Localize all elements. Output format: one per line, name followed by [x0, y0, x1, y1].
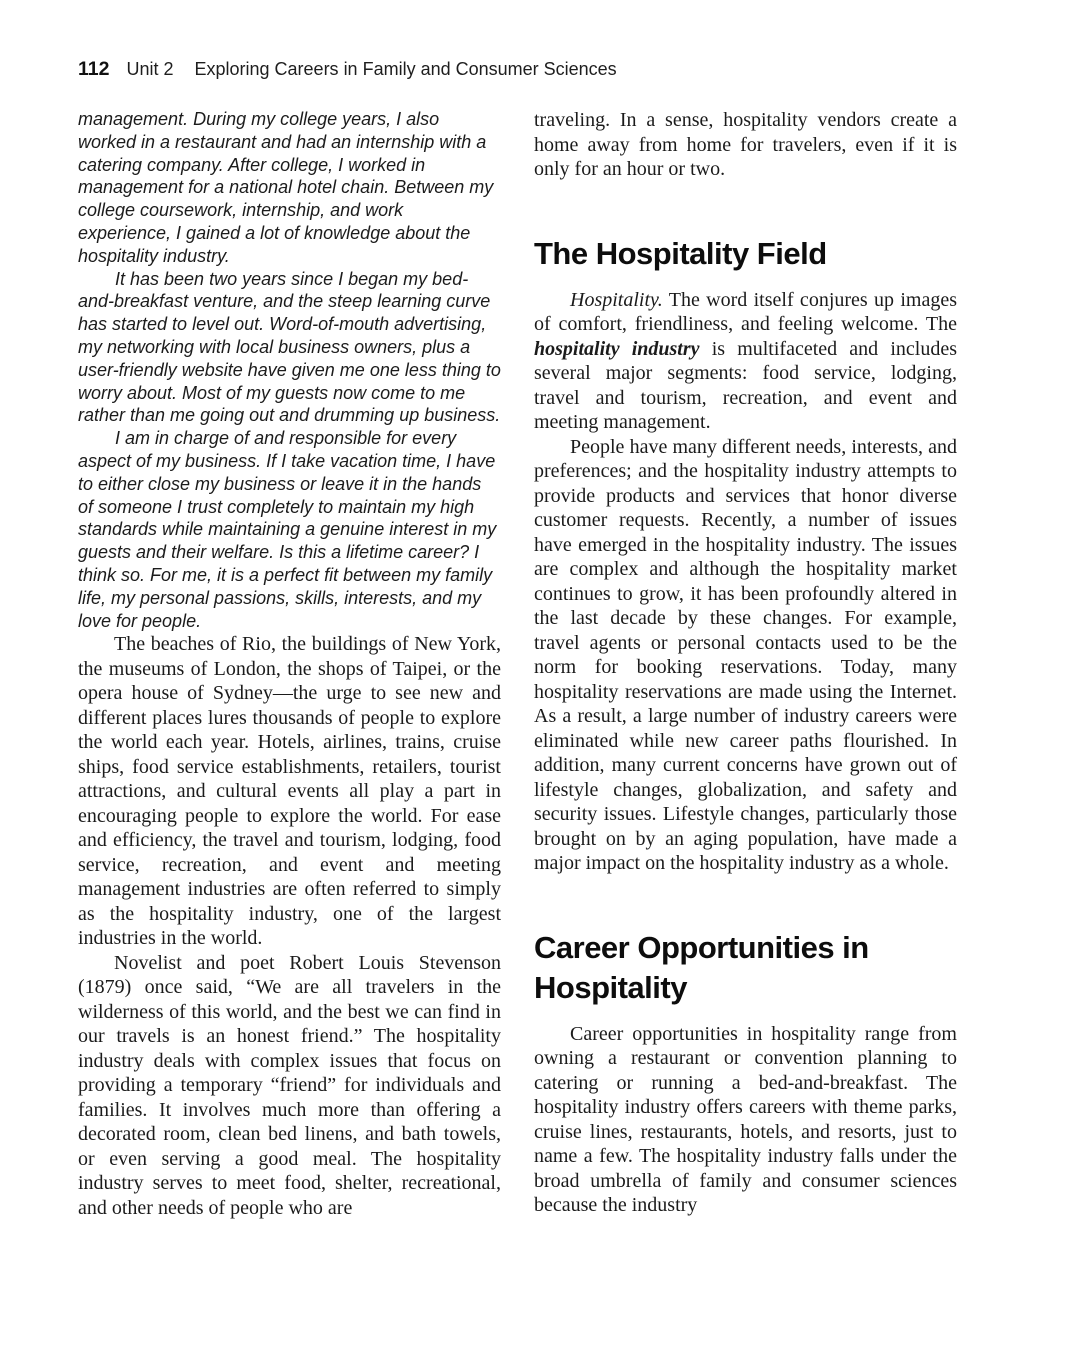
- lead-word: Hospitality.: [570, 288, 663, 311]
- unit-label: Unit 2: [126, 59, 174, 79]
- two-column-layout: [78, 108, 958, 1220]
- story-paragraph: management. During my college years, I also worked in a restaurant and had an internship with a catering company. After college, I worked in management for a national hotel chain. Between my college coursework, internship, and work experience, I gained a lot of knowledge about the hospitality industry.: [78, 109, 494, 266]
- left-column: [78, 108, 501, 1220]
- body-paragraph: The beaches of Rio, the buildings of New York, the museums of London, the shops of Taipei, or the opera house of Sydney—the urge to see new and different places lures thousands of people to explore the world each year. Hotels, airlines, trains, cruise ships, food service establishments, retailers, tourist attractions, and cultural events all play a part in encouraging people to explore the world. For ease and efficiency, the travel and tourism, lodging, food service, recreation, and event and meeting management industries are often referred to simply as the hospitality industry, one of the largest industries in the world.: [78, 633, 501, 950]
- body-text-run: is multifaceted and includes several major segments: food service, lodging, travel and tourism, recreation, and event and meeting management.: [534, 337, 957, 433]
- running-header: [78, 58, 617, 80]
- section-heading-career-opportunities: Career Opportunities in Hospitality: [534, 929, 869, 1005]
- body-paragraph: Career opportunities in hospitality range from owning a restaurant or convention planning to catering or running a bed-and-breakfast. The hospitality industry offers careers with theme parks, cruise lines, restaurants, hotels, and resorts, just to name a few. The hospitality industry falls under the broad umbrella of family and consumer sciences because the industry: [534, 1022, 957, 1216]
- body-paragraph: [534, 288, 957, 435]
- unit-title: Exploring Careers in Family and Consumer Sciences: [194, 59, 617, 79]
- body-paragraph: Novelist and poet Robert Louis Stevenson (1879) once said, “We are all travelers in the wilderness of this world, and the best we can find in our travels is an honest friend.” The hospitality industry deals with complex issues that focus on providing a temporary “friend” for individuals and families. It involves much more than offering a decorated room, clean bed linens, and bath towels, or even serving a good meal. The hospitality industry serves to meet food, shelter, recreational, and other needs of people who are: [78, 951, 501, 1219]
- key-term-hospitality-industry: hospitality industry: [534, 337, 700, 360]
- story-paragraph: I am in charge of and responsible for every aspect of my business. If I take vacation time, I have to either close my business or leave it in the hands of someone I trust completely to maintain my high standards while maintaining a genuine interest in my guests and their welfare. Is this a lifetime career? I think so. For me, it is a perfect fit between my family life, my personal passions, skills, interests, and my love for people.: [78, 428, 497, 631]
- body-paragraph: People have many different needs, interests, and preferences; and the hospitality industry attempts to provide products and services that honor diverse customer requests. Recently, a number of issues have emerged in the hospitality industry. The issues are complex and although the hospitality market continues to grow, it has been profoundly altered in the last decade by these changes. For example, travel agents or personal contacts used to be the norm for booking reservations. Today, many hospitality reservations are made using the Internet. As a result, a large number of industry careers were eliminated while new career paths flourished. In addition, many current concerns have grown out of lifestyle changes, globalization, and safety and security issues. Lifestyle changes, particularly those brought on by an aging population, have made a major impact on the hospitality industry as a whole.: [534, 435, 957, 874]
- body-text-run: The word itself conjures up images of comfort, friendliness, and feeling welcome. The: [534, 288, 957, 335]
- right-column: [534, 108, 957, 1220]
- page-number: 112: [78, 58, 110, 80]
- body-paragraph-continuation: traveling. In a sense, hospitality vendors create a home away from home for travelers, even if it is only for an hour or two.: [534, 109, 957, 180]
- section-heading-hospitality-field: The Hospitality Field: [534, 235, 827, 271]
- story-paragraph: It has been two years since I began my bed-and-breakfast venture, and the steep learning curve has started to level out. Word-of-mouth advertising, my networking with local business owners, plus a user-friendly website have given me one less thing to worry about. Most of my guests now come to me rather than me going out and drumming up business.: [78, 268, 501, 426]
